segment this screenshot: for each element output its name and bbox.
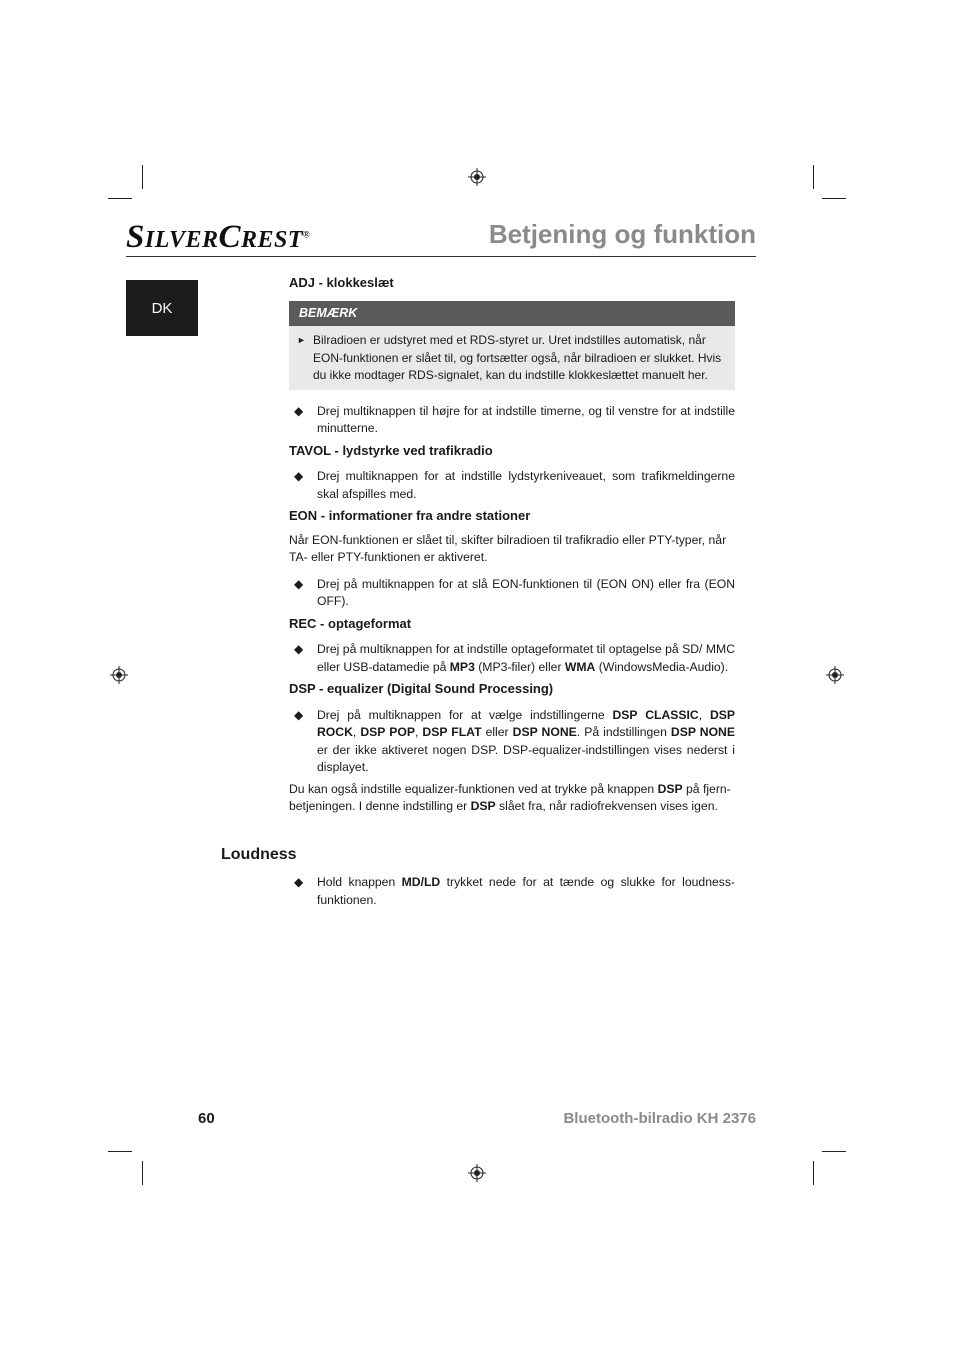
brand-logo: SILVERCREST® — [126, 219, 311, 255]
list-item: ◆ Drej multiknappen for at indstille lydstyrkeniveauet, som trafikmeldingerne skal afspilles med. — [294, 469, 735, 501]
diamond-bullet-icon: ◆ — [294, 576, 304, 591]
note-label: BEMÆRK — [289, 301, 735, 327]
paragraph: Du kan også indstille equalizer-funktionen ved at trykke på knappen DSP på fjern-betjeningen. I denne indstilling er DSP slået fra, når radiofrekvensen vises igen. — [289, 781, 731, 813]
section-heading-rec: REC - optageformat — [289, 615, 412, 631]
list-item: ◆ Drej multiknappen til højre for at indstille timerne, og til venstre for at indstille minutterne. — [294, 403, 735, 435]
crop-mark — [822, 1151, 846, 1152]
section-heading-loudness: Loudness — [221, 846, 297, 863]
paragraph: Når EON-funktionen er slået til, skifter bilradioen til trafikradio eller PTY-typer, når TA- eller PTY-funktionen er aktiveret. — [289, 532, 727, 564]
crop-mark — [108, 198, 132, 199]
registration-mark-icon — [110, 666, 128, 684]
list-item: ◆ Drej på multiknappen for at vælge indstillingerne DSP CLASSIC, DSP ROCK, DSP POP, DSP FLAT eller DSP NONE. På indstillingen DSP NONE er der ikke aktiveret nogen DSP. DSP-equalizer-indstillingen vises nederst i displayet. — [294, 707, 735, 774]
crop-mark — [813, 165, 814, 189]
registration-mark-icon — [468, 168, 486, 186]
product-name: Bluetooth-bilradio KH 2376 — [563, 1110, 756, 1127]
main-content — [289, 274, 735, 816]
registration-mark-icon — [468, 1164, 486, 1182]
crop-mark — [108, 1151, 132, 1152]
page-number: 60 — [198, 1110, 215, 1127]
loudness-content — [289, 874, 735, 909]
diamond-bullet-icon: ◆ — [294, 875, 304, 889]
section-heading-dsp: DSP - equalizer (Digital Sound Processing) — [289, 681, 554, 696]
note-box — [289, 326, 735, 390]
section-heading-adj: ADJ - klokkeslæt — [289, 275, 394, 290]
arrow-right-icon: ► — [297, 335, 306, 345]
language-tab: DK — [126, 280, 198, 336]
diamond-bullet-icon: ◆ — [294, 642, 304, 656]
page-title: Betjening og funktion — [488, 219, 756, 249]
list-item: ◆ Hold knappen MD/LD trykket nede for at tænde og slukke for loudness-funktionen. — [294, 875, 735, 907]
diamond-bullet-icon: ◆ — [294, 469, 304, 483]
section-heading-tavol: TAVOL - lydstyrke ved trafikradio — [289, 442, 493, 458]
note-text: Bilradioen er udstyret med et RDS-styret ur. Uret indstilles automatisk, når EON-funktionen er slået til, og fortsætter også, når bilradioen er slukket. Hvis du ikke modtager RDS-signalet, kan du indstille klokkeslættet manuelt her. — [313, 333, 722, 382]
crop-mark — [142, 165, 143, 189]
registration-mark-icon — [826, 666, 844, 684]
section-heading-eon: EON - informationer fra andre stationer — [289, 508, 531, 523]
diamond-bullet-icon: ◆ — [294, 403, 304, 418]
list-item: ◆ Drej på multiknappen for at slå EON-funktionen til (EON ON) eller fra (EON OFF). — [294, 576, 735, 608]
list-item: ◆ Drej på multiknappen for at indstille optageformatet til optagelse på SD/ MMC eller USB-datamedie på MP3 (MP3-filer) eller WMA (WindowsMedia-Audio). — [294, 642, 735, 674]
crop-mark — [813, 1161, 814, 1185]
crop-mark — [142, 1161, 143, 1185]
crop-mark — [822, 198, 846, 199]
diamond-bullet-icon: ◆ — [294, 707, 304, 722]
header-divider — [126, 256, 756, 257]
